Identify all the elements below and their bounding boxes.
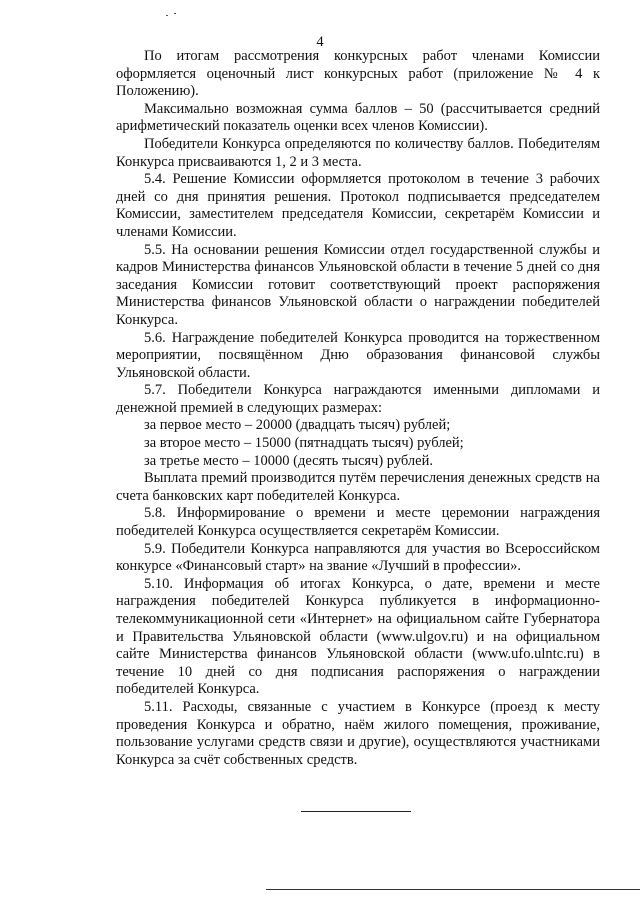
page-number: 4 [316,34,324,50]
scan-speck [166,15,168,16]
list-item: за второе место – 15000 (пятнадцать тысяч) рублей; [144,435,464,452]
scan-edge-line [266,889,640,890]
paragraph: 5.6. Награждение победителей Конкурса проводится на торжественном мероприятии, посвящённом Дню образования финансовой службы Ульяновской области. [116,329,600,381]
list-item: за третье место – 10000 (десять тысяч) рублей. [144,452,433,469]
paragraph: 5.5. На основании решения Комиссии отдел государственной службы и кадров Министерства финансов Ульяновской области в течение 5 дней со дня заседания Комиссии готовит соответствующий проект распоряжения Министерства финансов Ульяновской области о награждении победителей Конкурса. [116,241,600,328]
paragraph: Максимально возможная сумма баллов – 50 (рассчитывается средний арифметический показатель оценки всех членов Комиссии). [116,100,600,135]
paragraph: 5.8. Информирование о времени и месте церемонии награждения победителей Конкурса осуществляется секретарём Комиссии. [116,505,600,540]
paragraph: 5.7. Победители Конкурса награждаются именными дипломами и денежной премией в следующих размерах: [116,382,600,416]
paragraph: По итогам рассмотрения конкурсных работ членами Комиссии оформляется оценочный лист конкурсных работ (приложение № 4 к Положению). [116,48,600,100]
document-body [116,48,600,769]
paragraph: 5.10. Информация об итогах Конкурса, о дате, времени и месте награждения победителей Конкурса публикуется в информационно-телекоммуникационной сети «Интернет» на официальном сайте Губернатора и Правительства Ульяновской области (www.ulgov.ru) и на официальном сайте Министерства финансов Ульяновской области (www.ufo.ulntc.ru) в течение 10 дней со дня подписания распоряжения о награждении победителей Конкурса. [116,575,600,698]
paragraph: 5.11. Расходы, связанные с участием в Конкурсе (проезд к месту проведения Конкурса и обратно, наём жилого помещения, проживание, пользование услугами средств связи и другие), осуществляются участниками Конкурса за счёт собственных средств. [116,698,600,768]
end-rule [301,811,411,812]
paragraph: Победители Конкурса определяются по количеству баллов. Победителям Конкурса присваиваются 1, 2 и 3 места. [116,135,600,170]
paragraph: 5.4. Решение Комиссии оформляется протоколом в течение 3 рабочих дней со дня принятия решения. Протокол подписывается председателем Комиссии, заместителем председателя Комиссии, секретарём Комиссии и членами Комиссии. [116,171,600,240]
scan-speck [174,13,176,14]
paragraph: Выплата премий производится путём перечисления денежных средств на счета банковских карт победителей Конкурса. [116,470,600,504]
paragraph: 5.9. Победители Конкурса направляются для участия во Всероссийском конкурсе «Финансовый старт» на звание «Лучший в профессии». [116,540,600,575]
list-item: за первое место – 20000 (двадцать тысяч) рублей; [144,417,451,434]
